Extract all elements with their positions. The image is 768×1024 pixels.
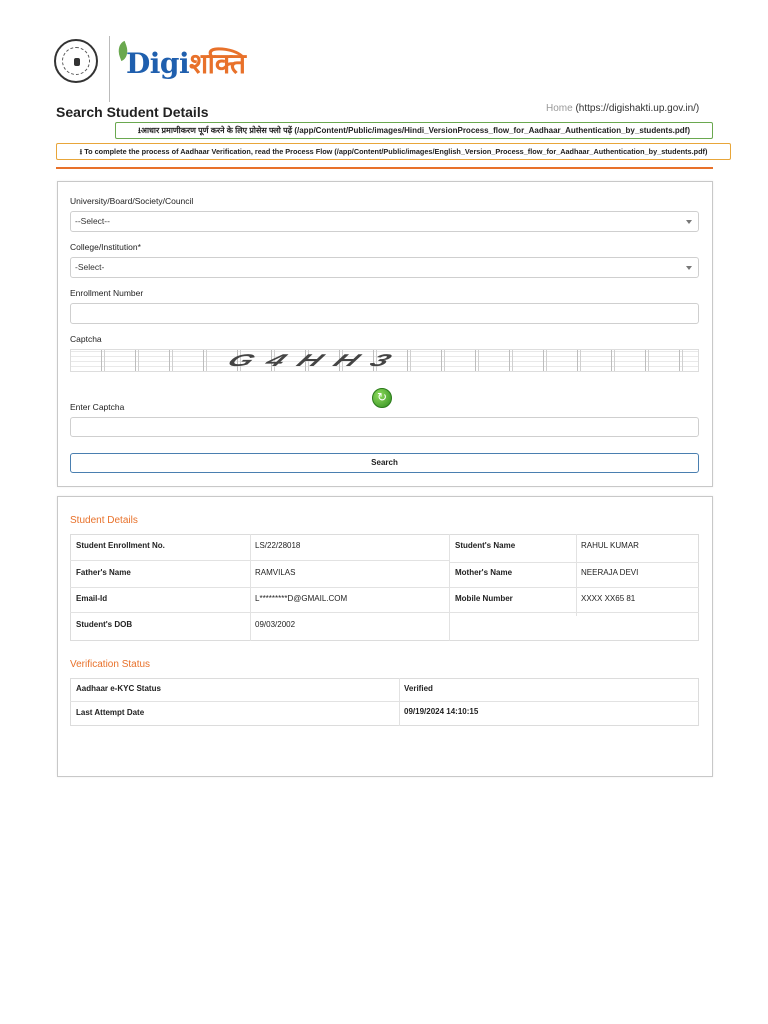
table-row-line	[70, 612, 699, 613]
digishakti-logo[interactable]	[126, 44, 245, 82]
college-select[interactable]	[70, 257, 699, 278]
table-divider	[576, 534, 577, 616]
ekyc-status-value: Verified	[404, 684, 433, 693]
university-select-value: --Select--	[75, 216, 110, 226]
enrollment-input[interactable]	[70, 303, 699, 324]
english-banner-text: To complete the process of Aadhaar Verification, read the Process Flow (/app/Content/Public/images/English_Version_Process_flow_for_Aadhaar_Authentication_by_students.pdf)	[84, 147, 708, 156]
university-label: University/Board/Society/Council	[70, 196, 194, 206]
refresh-captcha-icon[interactable]: ↻	[372, 388, 392, 408]
header-rule	[56, 167, 713, 169]
home-url[interactable]: (https://digishakti.up.gov.in/)	[575, 103, 700, 114]
enter-captcha-label: Enter Captcha	[70, 402, 125, 412]
table-row-line	[449, 562, 699, 563]
breadcrumb	[546, 103, 699, 114]
dob-label: Student's DOB	[76, 620, 133, 629]
college-label: College/Institution*	[70, 242, 141, 252]
captcha-input[interactable]	[70, 417, 699, 437]
mother-name-value: NEERAJA DEVI	[581, 568, 639, 577]
download-icon: ⭳	[138, 126, 141, 135]
father-name-label: Father's Name	[76, 568, 131, 577]
table-row-line	[70, 560, 450, 561]
student-name-value: RAHUL KUMAR	[581, 541, 639, 550]
captcha-label: Captcha	[70, 334, 102, 344]
header-divider	[109, 36, 110, 102]
hindi-process-flow-link[interactable]	[115, 122, 713, 139]
student-name-label: Student's Name	[455, 541, 516, 550]
table-row-line	[70, 701, 699, 702]
logo-text-latin: Digi	[126, 47, 190, 80]
mobile-label: Mobile Number	[455, 594, 513, 603]
student-details-heading: Student Details	[70, 515, 138, 526]
page-title: Search Student Details	[56, 104, 209, 120]
mobile-value: XXXX XX65 81	[581, 594, 636, 603]
chevron-down-icon	[686, 220, 692, 224]
search-button[interactable]: Search	[70, 453, 699, 473]
mother-name-label: Mother's Name	[455, 568, 513, 577]
last-attempt-value: 09/19/2024 14:10:15	[404, 707, 479, 716]
dob-value: 09/03/2002	[255, 620, 296, 629]
email-value: L*********D@GMAIL.COM	[255, 594, 348, 603]
enrollment-no-label: Student Enrollment No.	[76, 541, 165, 550]
enrollment-label: Enrollment Number	[70, 288, 144, 298]
email-label: Email-Id	[76, 594, 108, 603]
captcha-text: G4HH3	[222, 351, 411, 370]
download-icon: ⭳	[79, 147, 85, 156]
ekyc-status-label: Aadhaar e-KYC Status	[76, 684, 161, 693]
chevron-down-icon	[686, 266, 692, 270]
university-select[interactable]	[70, 211, 699, 232]
table-divider	[399, 678, 400, 726]
enrollment-no-value: LS/22/28018	[255, 541, 301, 550]
verification-status-heading: Verification Status	[70, 659, 151, 670]
verification-table	[70, 678, 699, 726]
english-process-flow-link[interactable]	[56, 143, 731, 160]
home-link[interactable]: Home	[546, 103, 573, 114]
captcha-image	[70, 349, 699, 372]
up-govt-seal-logo	[54, 39, 98, 83]
logo-text-hindi: शक्ति	[189, 47, 246, 80]
college-select-value: -Select-	[75, 262, 105, 272]
table-row-line	[70, 587, 699, 588]
hindi-banner-text: आधार प्रमाणीकरण पूर्ण करने के लिए प्रोसेस फ्लो पढ़ें (/app/Content/Public/images/Hindi_VersionProcess_flow_for_Aadhaar_Authentication_by_students.pdf)	[140, 126, 690, 135]
last-attempt-label: Last Attempt Date	[76, 708, 145, 717]
father-name-value: RAMVILAS	[255, 568, 296, 577]
